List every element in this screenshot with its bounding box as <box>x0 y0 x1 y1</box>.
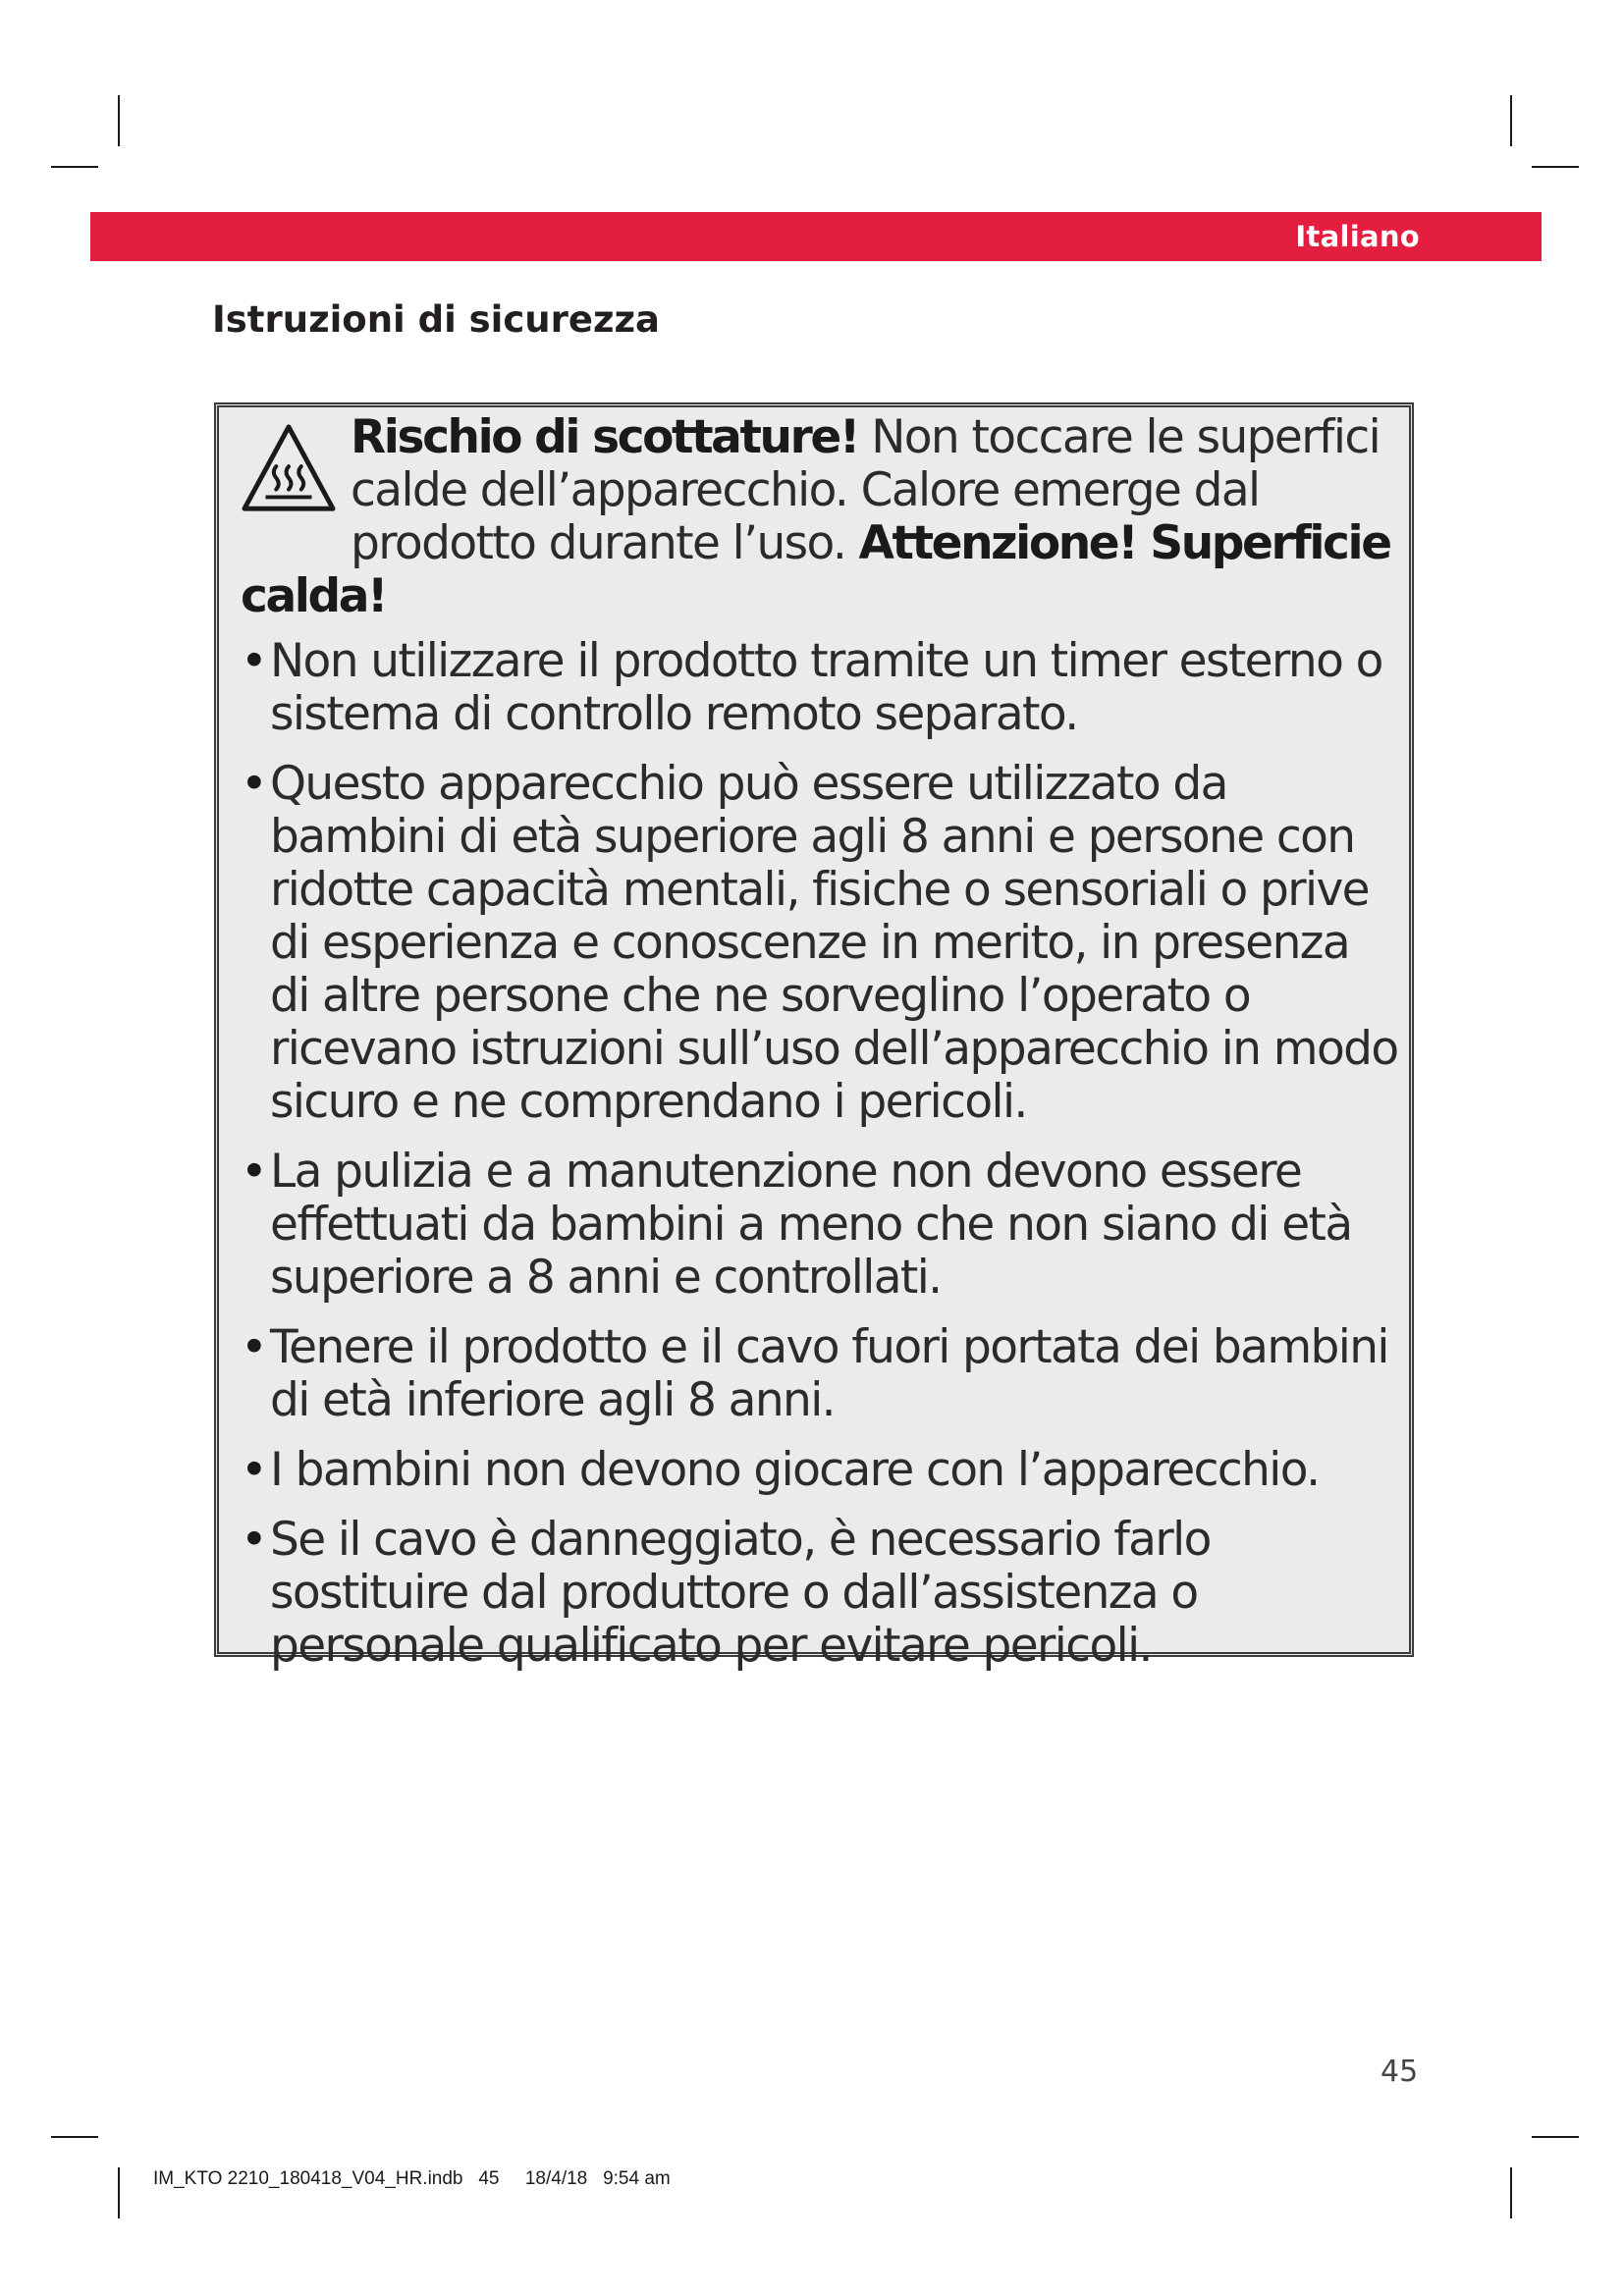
list-item-text: I bambini non devono giocare con l’apparecchio. <box>270 1443 1320 1497</box>
crop-mark-top-left-vertical <box>118 95 120 146</box>
page-number: 45 <box>1380 2055 1419 2089</box>
list-item <box>241 1514 1401 1673</box>
list-item <box>241 1146 1401 1305</box>
list-item <box>241 1444 1401 1497</box>
hot-surface-warning-icon <box>241 419 337 521</box>
list-item-text: Questo apparecchio può essere utilizzato da bambini di età superiore agli 8 anni e persone con ridotte capacità mentali, fisiche o sensoriali o prive di esperienza e conoscenze in merito, in presenza di altre persone che ne sorveglino l’operato o ricevano istruzioni sull’uso dell’apparecchio in modo sicuro e ne comprendano i pericoli. <box>270 757 1398 1129</box>
crop-mark-bottom-left-vertical <box>118 2167 120 2218</box>
print-imprint: IM_KTO 2210_180418_V04_HR.indb 45 18/4/18 9:54 am <box>153 2168 671 2189</box>
list-item <box>241 758 1401 1129</box>
crop-mark-top-right-horizontal <box>1532 166 1579 168</box>
bullet: • <box>241 1145 267 1199</box>
warning-intro <box>241 411 1401 623</box>
safety-instructions-list <box>241 635 1401 1673</box>
safety-warning-box <box>214 402 1414 1673</box>
list-item <box>241 1321 1401 1427</box>
crop-mark-bottom-right-vertical <box>1510 2167 1512 2218</box>
crop-mark-bottom-left-horizontal <box>51 2136 98 2138</box>
list-item-text: Non utilizzare il prodotto tramite un timer esterno o sistema di controllo remoto separato. <box>270 634 1382 741</box>
crop-mark-top-right-vertical <box>1510 95 1512 146</box>
list-item-text: Tenere il prodotto e il cavo fuori portata dei bambini di età inferiore agli 8 anni. <box>270 1320 1388 1427</box>
list-item-text: Se il cavo è danneggiato, è necessario farlo sostituire dal produttore o dall’assistenza o personale qualificato per evitare pericoli. <box>270 1513 1211 1673</box>
warning-text: Non toccare le superfici calde dell’apparecchio. Calore emerge dal prodotto durante l’uso. <box>351 410 1380 570</box>
bullet: • <box>241 1320 267 1374</box>
warning-heading: Rischio di scottature! <box>351 410 858 464</box>
bullet: • <box>241 1443 267 1497</box>
bullet: • <box>241 1513 267 1567</box>
section-title: Istruzioni di sicurezza <box>212 298 661 341</box>
bullet: • <box>241 757 267 811</box>
crop-mark-bottom-right-horizontal <box>1532 2136 1579 2138</box>
warning-emphasis: Attenzione! Superficie calda! <box>241 516 1390 623</box>
list-item <box>241 635 1401 741</box>
crop-mark-top-left-horizontal <box>51 166 98 168</box>
bullet: • <box>241 634 267 688</box>
language-label: Italiano <box>1295 220 1420 253</box>
list-item-text: La pulizia e a manutenzione non devono essere effettuati da bambini a meno che non siano di età superiore a 8 anni e controllati. <box>270 1145 1352 1305</box>
language-header-bar <box>90 212 1542 261</box>
